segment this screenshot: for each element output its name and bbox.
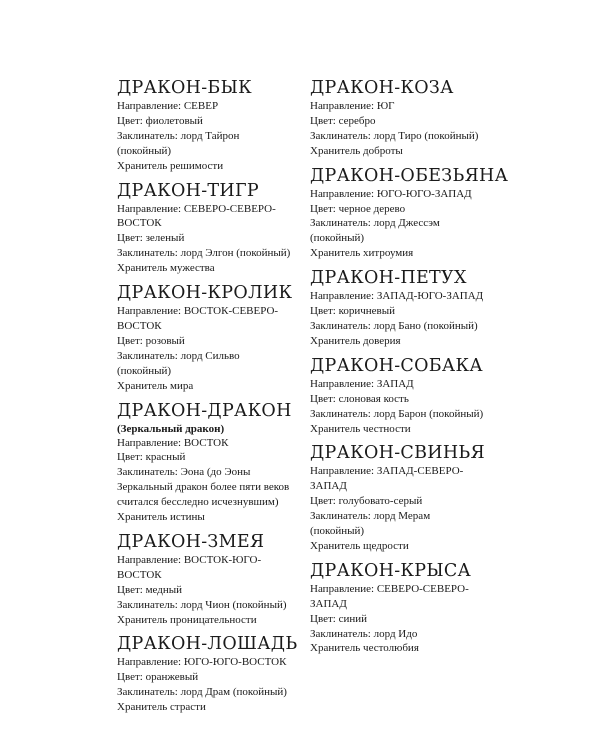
dragon-entry-line: Заклинатель: Эона (до Эоны: [117, 466, 251, 479]
dragon-entry-line: Хранитель решимости: [117, 159, 224, 172]
dragon-entry-line: Цвет: черное дерево: [310, 202, 406, 215]
dragon-entry: [310, 166, 510, 262]
dragon-entry-title: ДРАКОН-КРЫСА: [310, 560, 472, 581]
dragon-entry-title: ДРАКОН-БЫК: [117, 78, 252, 98]
dragon-entry-title: ДРАКОН-ПЕТУХ: [310, 268, 467, 289]
dragon-entry-title: ДРАКОН-КРОЛИК: [117, 283, 293, 304]
dragon-entry-line: Хранитель доверия: [310, 334, 401, 347]
dragon-entry-line: Направление: ВОСТОК-СЕВЕРО-: [117, 305, 279, 318]
dragon-entry-title: ДРАКОН-ОБЕЗЬЯНА: [310, 165, 509, 186]
dragon-entry: [310, 356, 510, 437]
dragon-entry-line: Цвет: фиолетовый: [117, 114, 203, 127]
dragon-entry-line: Заклинатель: лорд Барон (покойный): [310, 407, 484, 420]
dragon-entry-line: Заклинатель: лорд Мерам: [310, 510, 431, 523]
dragon-entry-line: Заклинатель: лорд Элгон (покойный): [117, 247, 291, 260]
dragon-entry-line: Хранитель истины: [117, 511, 205, 524]
dragon-entry: [310, 78, 510, 159]
dragon-entry-line: Цвет: зеленый: [117, 232, 185, 245]
dragon-entry-line: Хранитель страсти: [117, 701, 206, 714]
dragon-entry-line: Заклинатель: лорд Драм (покойный): [117, 686, 287, 699]
dragon-entry-line: Заклинатель: лорд Тиро (покойный): [310, 129, 479, 142]
dragon-entry-line: Цвет: красный: [117, 451, 186, 464]
dragon-entry-subtitle: (Зеркальный дракон): [117, 422, 225, 435]
dragon-entry-line: Цвет: серебро: [310, 114, 376, 127]
dragon-entry-line: Направление: ЮГ: [310, 100, 395, 112]
dragon-entry-line: Направление: ВОСТОК: [117, 436, 229, 449]
dragon-entry-line: Направление: ЮГО-ЮГО-ЗАПАД: [310, 187, 472, 200]
dragon-entry-title: ДРАКОН-ЛОШАДЬ: [117, 634, 298, 655]
dragon-entry: [117, 283, 307, 393]
dragon-entry-line: Направление: ЮГО-ЮГО-ВОСТОК: [117, 656, 287, 669]
dragon-entry-line: Цвет: синий: [310, 612, 367, 625]
dragon-entry-line: Цвет: коричневый: [310, 305, 396, 318]
dragon-entry-line: (покойный): [310, 232, 365, 245]
dragon-entry-line: Хранитель щедрости: [310, 539, 409, 552]
dragon-entry-line: Направление: ЗАПАД-ЮГО-ЗАПАД: [310, 290, 484, 303]
dragon-entry-line: Заклинатель: лорд Джессэм: [310, 217, 440, 230]
dragon-entry-line: Зеркальный дракон более пяти веков: [117, 481, 290, 494]
dragon-entry-line: Цвет: медный: [117, 583, 183, 596]
dragon-entry: [310, 561, 510, 657]
right-column: [310, 78, 510, 663]
dragon-entry-line: Направление: ЗАПАД: [310, 377, 414, 390]
dragon-entry-line: Направление: СЕВЕРО-СЕВЕРО-: [117, 202, 276, 215]
dragon-entry-title: ДРАКОН-ЗМЕЯ: [117, 531, 265, 552]
dragon-entry-line: Заклинатель: лорд Сильво: [117, 349, 240, 362]
dragon-entry-line: Направление: ЗАПАД-СЕВЕРО-: [310, 465, 464, 478]
dragon-entry: [117, 401, 307, 525]
dragon-entry-title: ДРАКОН-СВИНЬЯ: [310, 443, 485, 464]
dragon-entry-line: Цвет: оранжевый: [117, 671, 199, 684]
dragon-entry-line: Хранитель мира: [117, 379, 194, 392]
dragon-entry-line: Направление: ВОСТОК-ЮГО-: [117, 553, 262, 566]
dragon-entry-line: Хранитель честности: [310, 422, 411, 435]
dragon-entry-line: ВОСТОК: [117, 568, 162, 581]
dragon-entry-line: Хранитель проницательности: [117, 613, 257, 626]
dragon-entry-line: Направление: СЕВЕРО-СЕВЕРО-: [310, 582, 469, 595]
dragon-entry-line: Хранитель честолюбия: [310, 642, 419, 655]
dragon-entry-line: Цвет: розовый: [117, 334, 185, 347]
dragon-entry: [117, 532, 307, 628]
dragon-entry-line: считался бесследно исчезнувшим): [117, 496, 279, 509]
dragon-entry-line: Цвет: слоновая кость: [310, 392, 409, 405]
dragon-entry-line: Заклинатель: лорд Идо: [310, 627, 418, 640]
dragon-entry-line: (покойный): [117, 144, 172, 157]
dragon-entry-title: ДРАКОН-ТИГР: [117, 180, 259, 201]
dragon-entry-line: ВОСТОК: [117, 217, 162, 230]
dragon-entry-line: Цвет: голубовато-серый: [310, 495, 423, 508]
left-column: [117, 78, 307, 722]
dragon-entry-line: ЗАПАД: [310, 480, 347, 493]
dragon-entry-line: Заклинатель: лорд Чион (покойный): [117, 598, 287, 611]
dragon-entry-title: ДРАКОН-СОБАКА: [310, 355, 483, 376]
dragon-entry-line: ЗАПАД: [310, 597, 347, 610]
dragon-entry-line: Направление: СЕВЕР: [117, 100, 219, 112]
dragon-entry: [117, 78, 307, 174]
dragon-entry: [310, 268, 510, 349]
dragon-entry-line: Заклинатель: лорд Тайрон: [117, 129, 240, 142]
dragon-entry-line: Заклинатель: лорд Бано (покойный): [310, 319, 478, 332]
dragon-entry-line: (покойный): [117, 364, 172, 377]
dragon-entry-line: Хранитель доброты: [310, 144, 403, 157]
dragon-entry-title: ДРАКОН-ДРАКОН: [117, 400, 292, 421]
dragon-entry: [117, 181, 307, 277]
dragon-entry-line: ВОСТОК: [117, 319, 162, 332]
dragon-entry: [310, 443, 510, 553]
dragon-entry: [117, 634, 307, 715]
dragon-entry-line: (покойный): [310, 525, 365, 538]
dragon-entry-line: Хранитель хитроумия: [310, 247, 414, 260]
dragon-entry-line: Хранитель мужества: [117, 262, 215, 275]
dragon-entry-title: ДРАКОН-КОЗА: [310, 78, 454, 98]
